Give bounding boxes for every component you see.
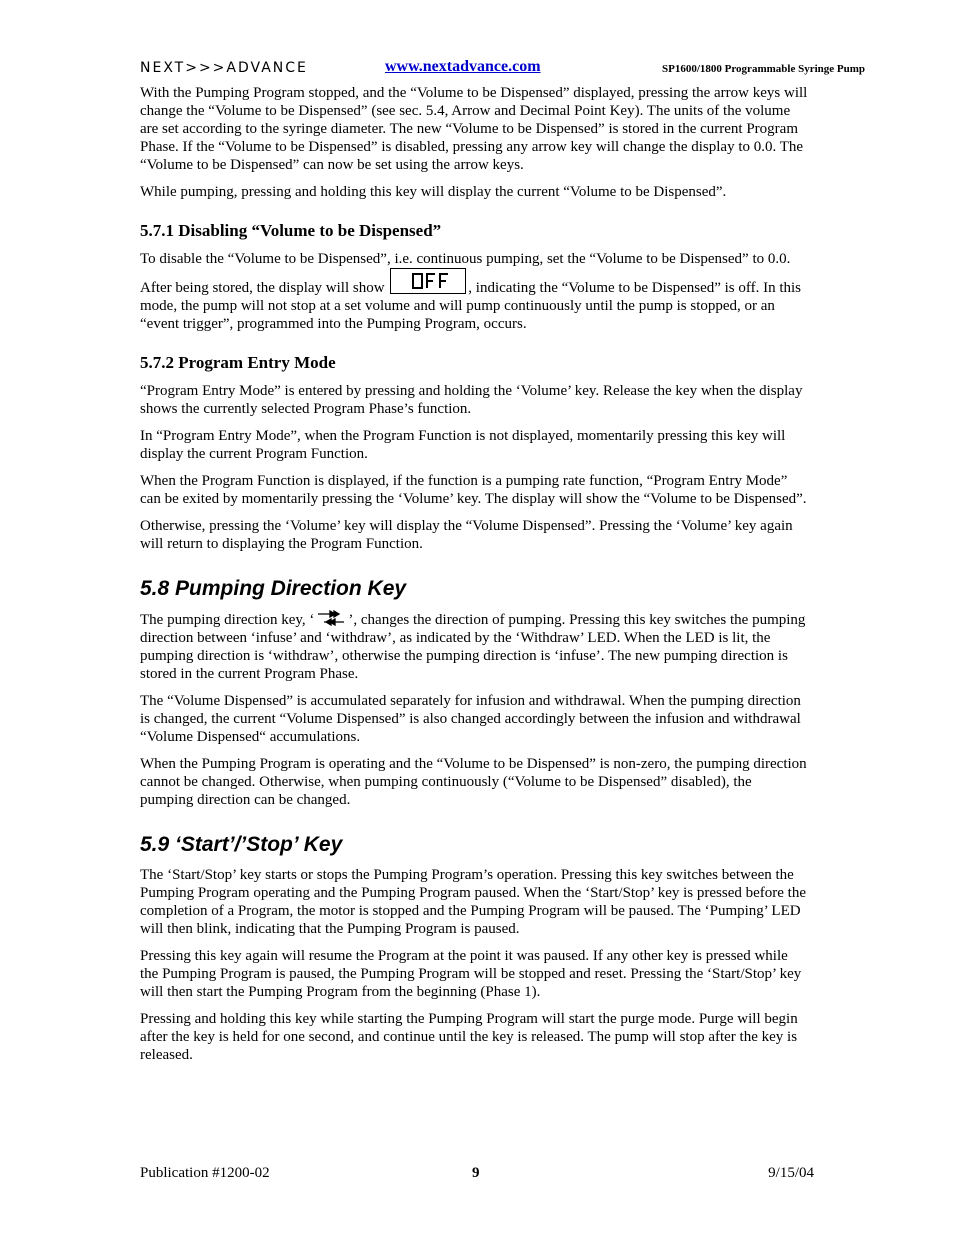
paragraph: “Program Entry Mode” is entered by pressing and holding the ‘Volume’ key. Release the key when the display shows the currently selected Program Phase’s function. — [140, 383, 803, 417]
section-heading-5-7-1: 5.7.1 Disabling “Volume to be Dispensed” — [140, 221, 442, 240]
paragraph-text: ’, changes the direction of pumping. Pressing this key switches the pumping direction between ‘infuse’ and ‘withdraw’, as indicated by the ‘Withdraw’ LED. When the LED is lit, the pumping direction is ‘withdraw’, otherwise the pumping direction is ‘infuse’. The new pumping direction is stored in the current Program Phase. — [140, 612, 806, 682]
paragraph: Otherwise, pressing the ‘Volume’ key will display the “Volume Dispensed”. Pressing the ‘Volume’ key again will return to displaying the Program Function. — [140, 518, 793, 552]
website-link[interactable]: www.nextadvance.com — [385, 58, 541, 75]
paragraph — [140, 250, 808, 333]
paragraph: Pressing and holding this key while starting the Pumping Program will start the purge mode. Purge will begin after the key is held for one second, and continue until the key is released. The pump will stop after the key is released. — [140, 1011, 798, 1063]
lcd-text: OFF — [391, 269, 394, 270]
direction-arrows-icon — [314, 610, 348, 626]
paragraph — [140, 610, 808, 683]
section-heading-5-8: 5.8 Pumping Direction Key — [140, 577, 407, 600]
section-heading-5-9: 5.9 ‘Start’/’Stop’ Key — [140, 833, 343, 856]
document-body — [140, 84, 808, 1073]
paragraph-text: , indicating the “Volume to be Dispensed” is off. In this mode, the pump will not stop at a set volume and will pump continuously until the pump is stopped, or an “event trigger”, programmed into the Pumping Program, occurs. — [140, 280, 802, 332]
paragraph: Pressing this key again will resume the Program at the point it was paused. If any other key is pressed while the Pumping Program is paused, the Pumping Program will be stopped and reset. Pressing the ‘Start/Stop’ key will then start the Pumping Program from the beginning (Phase 1). — [140, 948, 802, 1000]
paragraph: With the Pumping Program stopped, and the “Volume to be Dispensed” displayed, pressing the arrow keys will change the “Volume to be Dispensed” (see sec. 5.4, Arrow and Decimal Point Key). The units of the volume are set according to the syringe diameter. The new “Volume to be Dispensed” is stored in the current Program Phase. If the “Volume to be Dispensed” is disabled, pressing any arrow key will change the display to 0.0. The “Volume to be Dispensed” can now be set using the arrow keys. — [140, 85, 808, 173]
paragraph: When the Pumping Program is operating and the “Volume to be Dispensed” is non-zero, the pumping direction cannot be changed. Otherwise, when pumping continuously (“Volume to be Dispensed” disabled), the pumping direction can be changed. — [140, 756, 807, 808]
paragraph-text: The pumping direction key, ‘ — [140, 612, 315, 628]
lcd-display — [390, 268, 466, 294]
page-number: 9 — [472, 1165, 480, 1181]
paragraph-text: To disable the “Volume to be Dispensed”, i.e. continuous pumping, set the “Volume to be Dispensed” to 0.0. After being stored, the display will show — [140, 251, 791, 296]
page-footer — [140, 1165, 814, 1185]
paragraph: The “Volume Dispensed” is accumulated separately for infusion and withdrawal. When the pumping direction is changed, the current “Volume Dispensed” is also changed accordingly between the infusion and withdrawal “Volume Dispensed“ accumulations. — [140, 693, 801, 745]
publication-number: Publication #1200-02 — [140, 1165, 270, 1181]
paragraph: The ‘Start/Stop’ key starts or stops the Pumping Program’s operation. Pressing this key switches between the Pumping Program operating and the Pumping Program paused. When the ‘Start/Stop’ key is pressed before the completion of a Program, the motor is stopped and the Pumping Program will be paused. The ‘Pumping’ LED will then blink, indicating that the Pumping Program is paused. — [140, 867, 806, 937]
product-title: SP1600/1800 Programmable Syringe Pump — [662, 63, 865, 75]
publication-date: 9/15/04 — [768, 1165, 814, 1181]
paragraph: While pumping, pressing and holding this key will display the current “Volume to be Dispensed”. — [140, 184, 727, 200]
page-header — [140, 58, 865, 80]
lcd-off-glyph — [391, 269, 465, 293]
company-logo: NEXT>>>ADVANCE — [140, 60, 308, 76]
section-heading-5-7-2: 5.7.2 Program Entry Mode — [140, 353, 336, 372]
paragraph: In “Program Entry Mode”, when the Program Function is not displayed, momentarily pressing this key will display the current Program Function. — [140, 428, 786, 462]
paragraph: When the Program Function is displayed, if the function is a pumping rate function, “Program Entry Mode” can be exited by momentarily pressing the ‘Volume’ key. The display will show the “Volume to be Dispensed”. — [140, 473, 807, 507]
